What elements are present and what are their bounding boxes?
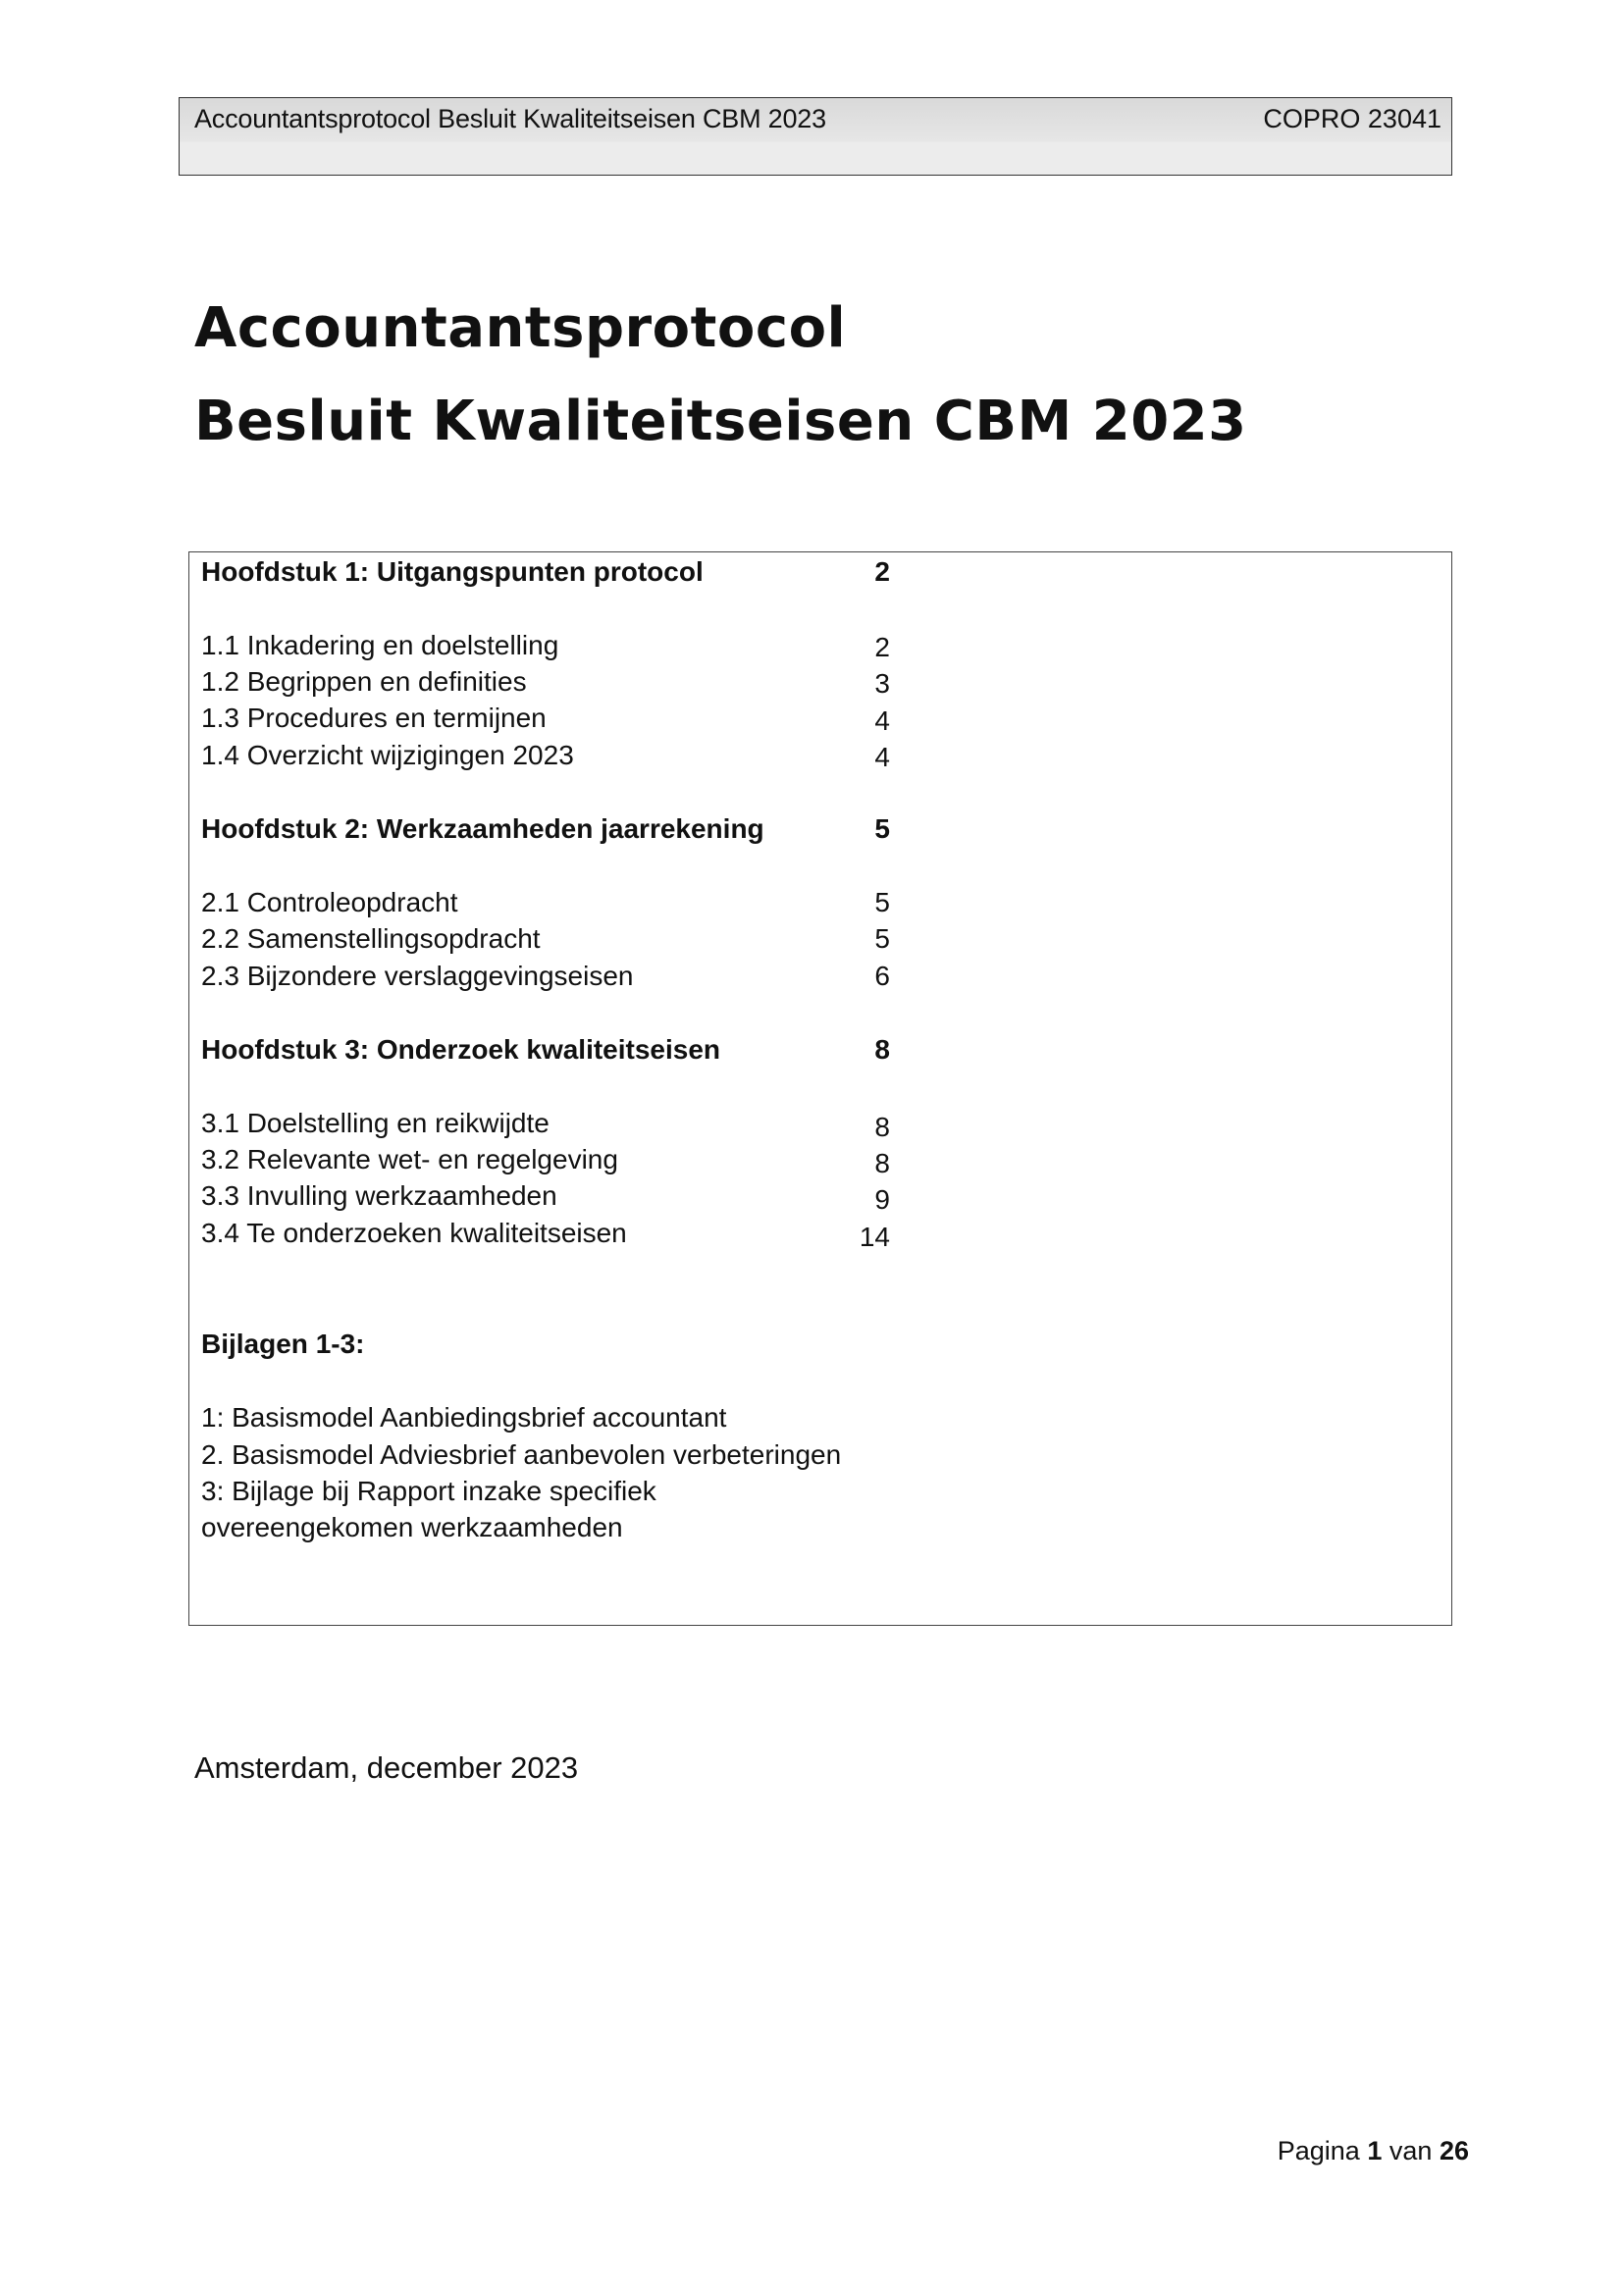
toc-section-3-4: 3.4 Te onderzoeken kwaliteitseisen: [201, 1218, 627, 1248]
toc-appendix-2: 2. Basismodel Adviesbrief aanbevolen verbeteringen: [201, 1439, 842, 1470]
toc-section-3-1: 3.1 Doelstelling en reikwijdte: [201, 1108, 550, 1138]
toc-section-1-1-page: 2: [874, 632, 890, 662]
toc-appendices-heading: Bijlagen 1-3:: [201, 1329, 365, 1359]
toc-appendix-3: 3: Bijlage bij Rapport inzake specifiek: [201, 1476, 656, 1506]
toc-section-1-1: 1.1 Inkadering en doelstelling: [201, 630, 559, 660]
toc-chapter-2-page: 5: [874, 813, 890, 844]
header-document-code: COPRO 23041: [1263, 104, 1441, 133]
toc-section-2-2: 2.2 Samenstellingsopdracht: [201, 923, 541, 954]
total-pages: 26: [1439, 2136, 1469, 2165]
toc-appendix-1: 1: Basismodel Aanbiedingsbrief accountant: [201, 1402, 727, 1433]
header-document-title: Accountantsprotocol Besluit Kwaliteitseisen CBM 2023: [194, 104, 826, 133]
toc-section-3-2-page: 8: [874, 1148, 890, 1178]
toc-section-1-4: 1.4 Overzicht wijzigingen 2023: [201, 740, 574, 770]
toc-section-2-2-page: 5: [874, 923, 890, 954]
page-label: Pagina: [1277, 2136, 1360, 2165]
toc-section-3-3-page: 9: [874, 1184, 890, 1215]
toc-section-1-3: 1.3 Procedures en termijnen: [201, 703, 547, 733]
toc-section-2-3-page: 6: [874, 961, 890, 991]
current-page: 1: [1367, 2136, 1383, 2165]
toc-section-3-3: 3.3 Invulling werkzaamheden: [201, 1180, 557, 1211]
toc-section-1-2-page: 3: [874, 668, 890, 699]
page-of-label: van: [1388, 2136, 1433, 2165]
toc-section-2-1-page: 5: [874, 887, 890, 917]
running-header: [179, 97, 1452, 176]
toc-section-1-4-page: 4: [874, 742, 890, 772]
toc-section-1-3-page: 4: [874, 705, 890, 736]
toc-appendix-3-continued: overeengekomen werkzaamheden: [201, 1512, 623, 1542]
toc-section-3-2: 3.2 Relevante wet- en regelgeving: [201, 1144, 618, 1174]
table-of-contents: [188, 551, 1452, 1626]
toc-chapter-1: Hoofdstuk 1: Uitgangspunten protocol: [201, 556, 704, 587]
place-and-date: Amsterdam, december 2023: [194, 1750, 579, 1785]
toc-chapter-1-page: 2: [874, 556, 890, 587]
toc-section-2-3: 2.3 Bijzondere verslaggevingseisen: [201, 961, 634, 991]
page-number: [1278, 2136, 1469, 2166]
document-title-line-1: Accountantsprotocol: [194, 296, 847, 360]
toc-section-3-4-page: 14: [859, 1222, 890, 1252]
toc-chapter-2: Hoofdstuk 2: Werkzaamheden jaarrekening: [201, 813, 764, 844]
toc-section-1-2: 1.2 Begrippen en definities: [201, 666, 527, 697]
toc-chapter-3: Hoofdstuk 3: Onderzoek kwaliteitseisen: [201, 1034, 721, 1065]
toc-section-3-1-page: 8: [874, 1112, 890, 1142]
toc-section-2-1: 2.1 Controleopdracht: [201, 887, 458, 917]
document-title-line-2: Besluit Kwaliteitseisen CBM 2023: [194, 390, 1247, 453]
toc-chapter-3-page: 8: [874, 1034, 890, 1065]
